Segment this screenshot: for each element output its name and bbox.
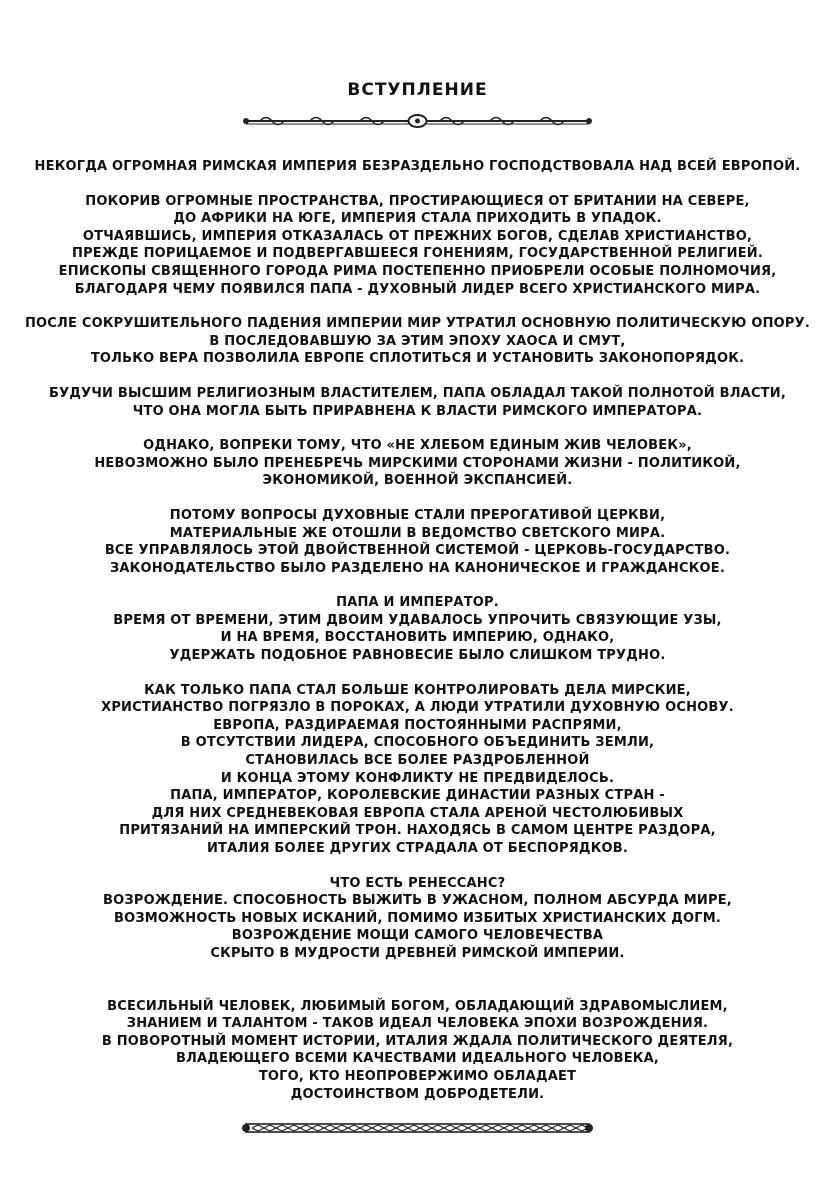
paragraph	[20, 193, 815, 299]
paragraph	[20, 998, 815, 1104]
text-line: ВСЕСИЛЬНЫЙ ЧЕЛОВЕК, ЛЮБИМЫЙ БОГОМ, ОБЛАДАЮЩИЙ ЗДРАВОМЫСЛИЕМ,	[107, 998, 728, 1014]
text-line: ОДНАКО, ВОПРЕКИ ТОМУ, ЧТО «НЕ ХЛЕБОМ ЕДИНЫМ ЖИВ ЧЕЛОВЕК»,	[143, 438, 692, 454]
text-line: В ПОВОРОТНЫЙ МОМЕНТ ИСТОРИИ, ИТАЛИЯ ЖДАЛА ПОЛИТИЧЕСКОГО ДЕЯТЕЛЯ,	[101, 1033, 734, 1049]
text-line: В ПОСЛЕДОВАВШУЮ ЗА ЭТИМ ЭПОХУ ХАОСА И СМУТ,	[209, 333, 626, 349]
text-line: СКРЫТО В МУДРОСТИ ДРЕВНЕЙ РИМСКОЙ ИМПЕРИИ.	[210, 945, 625, 961]
text-line: ПАПА И ИМПЕРАТОР.	[336, 595, 499, 611]
paragraph	[20, 385, 815, 420]
page-title: ВСТУПЛЕНИЕ	[347, 80, 488, 100]
text-line: ИТАЛИЯ БОЛЕЕ ДРУГИХ СТРАДАЛА ОТ БЕСПОРЯДКОВ.	[206, 841, 629, 856]
ornamental-divider-top	[240, 113, 595, 129]
text-line: ВСЕ УПРАВЛЯЛОСЬ ЭТОЙ ДВОЙСТВЕННОЙ СИСТЕМОЙ - ЦЕРКОВЬ-ГОСУДАРСТВО.	[104, 543, 731, 559]
text-line: ПРИТЯЗАНИЙ НА ИМПЕРСКИЙ ТРОН. НАХОДЯСЬ В САМОМ ЦЕНТРЕ РАЗДОРА,	[119, 823, 716, 839]
text-line: ПОКОРИВ ОГРОМНЫЕ ПРОСТРАНСТВА, ПРОСТИРАЮЩИЕСЯ ОТ БРИТАНИИ НА СЕВЕРЕ,	[85, 193, 750, 209]
text-line: ПОСЛЕ СОКРУШИТЕЛЬНОГО ПАДЕНИЯ ИМПЕРИИ МИР УТРАТИЛ ОСНОВНУЮ ПОЛИТИЧЕСКУЮ ОПОРУ.	[24, 316, 811, 332]
text-line: НЕВОЗМОЖНО БЫЛО ПРЕНЕБРЕЧЬ МИРСКИМИ СТОРОНАМИ ЖИЗНИ - ПОЛИТИКОЙ,	[94, 455, 741, 471]
text-line: ТОЛЬКО ВЕРА ПОЗВОЛИЛА ЕВРОПЕ СПЛОТИТЬСЯ И УСТАНОВИТЬ ЗАКОНОПОРЯДОК.	[90, 351, 745, 367]
text-line: ЧТО ОНА МОГЛА БЫТЬ ПРИРАВНЕНА К ВЛАСТИ РИМСКОГО ИМПЕРАТОРА.	[132, 403, 703, 419]
text-line: ПАПА, ИМПЕРАТОР, КОРОЛЕВСКИЕ ДИНАСТИИ РАЗНЫХ СТРАН -	[170, 788, 665, 804]
text-line: В ОТСУТСТВИИ ЛИДЕРА, СПОСОБНОГО ОБЪЕДИНИТЬ ЗЕМЛИ,	[180, 735, 655, 751]
text-line: ВОЗРОЖДЕНИЕ МОЩИ САМОГО ЧЕЛОВЕЧЕСТВА	[231, 928, 604, 944]
text-line: УДЕРЖАТЬ ПОДОБНОЕ РАВНОВЕСИЕ БЫЛО СЛИШКОМ ТРУДНО.	[169, 648, 666, 664]
intro-text	[20, 158, 815, 1120]
paragraph	[20, 507, 815, 577]
text-line: ЗНАНИЕМ И ТАЛАНТОМ - ТАКОВ ИДЕАЛ ЧЕЛОВЕКА ЭПОХИ ВОЗРОЖДЕНИЯ.	[126, 1016, 709, 1032]
text-line: ТОГО, КТО НЕОПРОВЕРЖИМО ОБЛАДАЕТ	[258, 1068, 577, 1084]
paragraph	[20, 158, 815, 176]
text-line: ПРЕЖДЕ ПОРИЦАЕМОЕ И ПОДВЕРГАВШЕЕСЯ ГОНЕНИЯМ, ГОСУДАРСТВЕННОЙ РЕЛИГИЕЙ.	[72, 246, 763, 262]
text-line: БУДУЧИ ВЫСШИМ РЕЛИГИОЗНЫМ ВЛАСТИТЕЛЕМ, ПАПА ОБЛАДАЛ ТАКОЙ ПОЛНОТОЙ ВЛАСТИ,	[49, 385, 786, 401]
text-line: КАК ТОЛЬКО ПАПА СТАЛ БОЛЬШЕ КОНТРОЛИРОВАТЬ ДЕЛА МИРСКИЕ,	[144, 682, 691, 698]
text-line: ВОЗРОЖДЕНИЕ. СПОСОБНОСТЬ ВЫЖИТЬ В УЖАСНОМ, ПОЛНОМ АБСУРДА МИРЕ,	[103, 893, 732, 909]
text-line: МАТЕРИАЛЬНЫЕ ЖЕ ОТОШЛИ В ВЕДОМСТВО СВЕТСКОГО МИРА.	[169, 525, 666, 541]
text-line: ДОСТОИНСТВОМ ДОБРОДЕТЕЛИ.	[290, 1086, 545, 1102]
text-line: ОТЧАЯВШИСЬ, ИМПЕРИЯ ОТКАЗАЛАСЬ ОТ ПРЕЖНИХ БОГОВ, СДЕЛАВ ХРИСТИАНСТВО,	[82, 228, 753, 244]
text-line: ДЛЯ НИХ СРЕДНЕВЕКОВАЯ ЕВРОПА СТАЛА АРЕНОЙ ЧЕСТОЛЮБИВЫХ	[151, 805, 684, 821]
text-line: ЧТО ЕСТЬ РЕНЕССАНС?	[329, 875, 506, 891]
text-line: СТАНОВИЛАСЬ ВСЕ БОЛЕЕ РАЗДРОБЛЕННОЙ	[245, 753, 590, 769]
paragraph	[20, 315, 815, 368]
text-line: ЗАКОНОДАТЕЛЬСТВО БЫЛО РАЗДЕЛЕНО НА КАНОНИЧЕСКОЕ И ГРАЖДАНСКОЕ.	[109, 560, 726, 576]
text-line: ХРИСТИАНСТВО ПОГРЯЗЛО В ПОРОКАХ, А ЛЮДИ УТРАТИЛИ ДУХОВНУЮ ОСНОВУ.	[101, 700, 734, 716]
text-line: ВОЗМОЖНОСТЬ НОВЫХ ИСКАНИЙ, ПОМИМО ИЗБИТЫХ ХРИСТИАНСКИХ ДОГМ.	[113, 910, 722, 926]
paragraph	[20, 437, 815, 490]
text-line: ЕПИСКОПЫ СВЯЩЕННОГО ГОРОДА РИМА ПОСТЕПЕННО ПРИОБРЕЛИ ОСОБЫЕ ПОЛНОМОЧИЯ,	[58, 263, 777, 279]
paragraph	[20, 682, 815, 858]
text-line: ДО АФРИКИ НА ЮГЕ, ИМПЕРИЯ СТАЛА ПРИХОДИТЬ В УПАДОК.	[173, 211, 662, 227]
text-line: БЛАГОДАРЯ ЧЕМУ ПОЯВИЛСЯ ПАПА - ДУХОВНЫЙ ЛИДЕР ВСЕГО ХРИСТИАНСКОГО МИРА.	[74, 281, 761, 297]
text-line: И КОНЦА ЭТОМУ КОНФЛИКТУ НЕ ПРЕДВИДЕЛОСЬ.	[220, 770, 615, 786]
text-line: ВЛАДЕЮЩЕГО ВСЕМИ КАЧЕСТВАМИ ИДЕАЛЬНОГО ЧЕЛОВЕКА,	[175, 1051, 660, 1067]
ornamental-divider-bottom	[240, 1120, 595, 1136]
paragraph	[20, 594, 815, 664]
paragraph	[20, 875, 815, 963]
text-line: И НА ВРЕМЯ, ВОССТАНОВИТЬ ИМПЕРИЮ, ОДНАКО,	[220, 630, 615, 646]
text-line: НЕКОГДА ОГРОМНАЯ РИМСКАЯ ИМПЕРИЯ БЕЗРАЗДЕЛЬНО ГОСПОДСТВОВАЛА НАД ВСЕЙ ЕВРОПОЙ.	[34, 159, 801, 174]
text-line: ЕВРОПА, РАЗДИРАЕМАЯ ПОСТОЯННЫМИ РАСПРЯМИ,	[213, 717, 622, 733]
text-line: ЭКОНОМИКОЙ, ВОЕННОЙ ЭКСПАНСИЕЙ.	[262, 473, 573, 489]
text-line: ПОТОМУ ВОПРОСЫ ДУХОВНЫЕ СТАЛИ ПРЕРОГАТИВОЙ ЦЕРКВИ,	[169, 507, 666, 523]
text-line: ВРЕМЯ ОТ ВРЕМЕНИ, ЭТИМ ДВОИМ УДАВАЛОСЬ УПРОЧИТЬ СВЯЗУЮЩИЕ УЗЫ,	[113, 612, 722, 628]
